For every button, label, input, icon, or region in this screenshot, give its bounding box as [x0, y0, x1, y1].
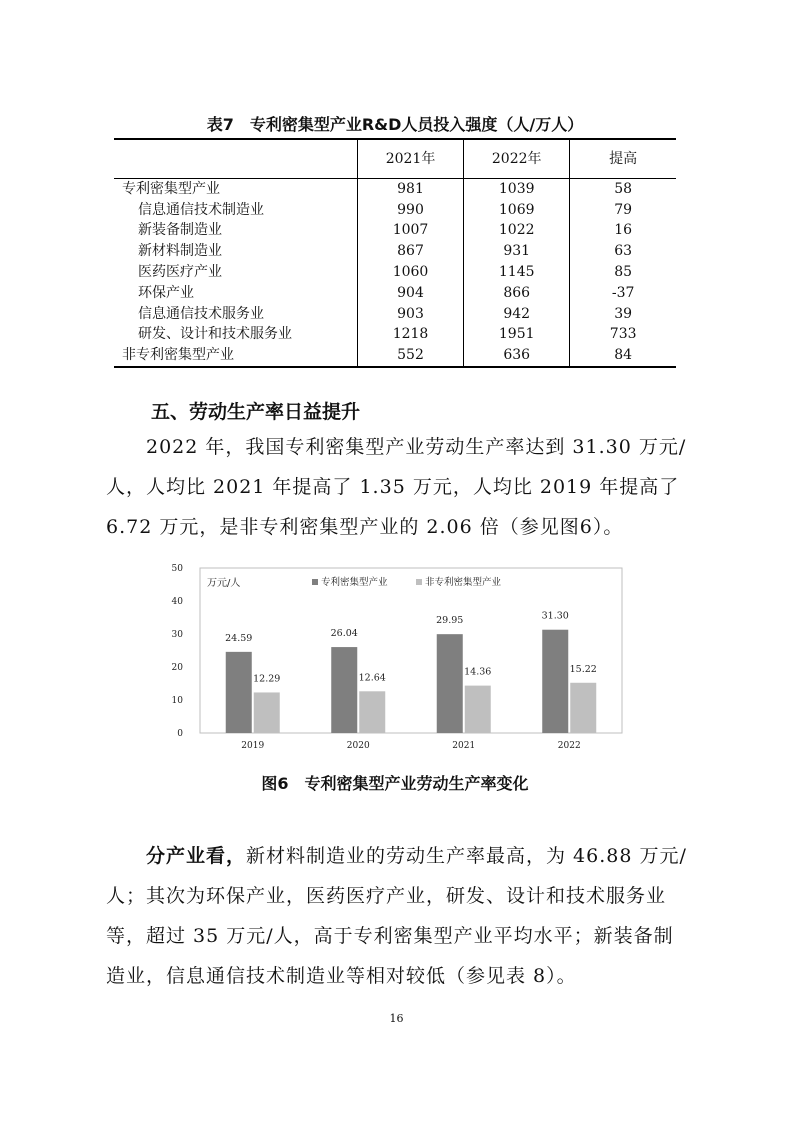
row-value-increase: 63 — [570, 241, 676, 262]
paragraph-by-industry — [106, 836, 688, 996]
legend-swatch — [312, 579, 318, 585]
row-value-increase: 58 — [570, 179, 676, 200]
row-value-increase: 85 — [570, 262, 676, 283]
x-tick-label: 2022 — [557, 741, 581, 751]
y-tick-label: 50 — [171, 564, 183, 574]
y-tick-label: 0 — [177, 729, 183, 739]
row-value-2022: 1145 — [464, 262, 570, 283]
x-tick-label: 2021 — [452, 741, 476, 751]
y-tick-label: 20 — [171, 663, 183, 673]
table-header-2022: 2022年 — [464, 139, 570, 179]
table-row — [114, 221, 676, 242]
row-value-increase: -37 — [570, 283, 676, 304]
row-value-2021: 981 — [357, 179, 463, 200]
table-row — [114, 262, 676, 283]
section-heading: 五、劳动生产率日益提升 — [151, 401, 361, 423]
row-label: 新材料制造业 — [138, 243, 222, 260]
row-value-2021: 904 — [357, 283, 463, 304]
row-value-2022: 636 — [464, 345, 570, 367]
row-label: 新装备制造业 — [138, 222, 222, 239]
bar-value-label: 15.22 — [569, 663, 597, 675]
row-label: 研发、设计和技术服务业 — [138, 326, 292, 343]
unit-label: 万元/人 — [207, 578, 241, 589]
bar — [359, 691, 385, 733]
paragraph-body: 新材料制造业的劳动生产率最高，为 46.88 万元/人；其次为环保产业，医药医疗产业，研发、设计和技术服务业等，超过 35 万元/人，高于专利密集型产业平均水平；新装备制造业，信息通信技术制造业等相对较低（参见表 8）。 — [106, 845, 687, 987]
bar-value-label: 29.95 — [436, 615, 464, 627]
row-value-2021: 867 — [357, 241, 463, 262]
row-value-2021: 1007 — [357, 221, 463, 242]
y-tick-label: 10 — [171, 696, 183, 706]
legend-label: 非专利密集型产业 — [425, 577, 502, 588]
paragraph-productivity: 2022 年，我国专利密集型产业劳动生产率达到 31.30 万元/人，人均比 2021 年提高了 1.35 万元，人均比 2019 年提高了 6.72 万元，是非专利密集型产业的 2.06 倍（参见图6）。 — [106, 436, 687, 538]
y-tick-label: 40 — [171, 597, 183, 607]
row-value-2022: 866 — [464, 283, 570, 304]
figure-caption: 图6 专利密集型产业劳动生产率变化 — [261, 774, 529, 793]
row-value-increase: 79 — [570, 200, 676, 221]
row-value-increase: 84 — [570, 345, 676, 367]
row-value-2021: 903 — [357, 304, 463, 325]
row-label: 医药医疗产业 — [138, 264, 222, 281]
row-label: 信息通信技术服务业 — [138, 305, 264, 322]
legend-label: 专利密集型产业 — [321, 577, 388, 588]
row-value-2022: 1022 — [464, 221, 570, 242]
bar — [437, 634, 463, 733]
bar-value-label: 26.04 — [330, 628, 358, 640]
row-value-2021: 990 — [357, 200, 463, 221]
table-title: 表7 专利密集型产业R&D人员投入强度（人/万人） — [206, 115, 584, 134]
row-label: 环保产业 — [138, 284, 194, 301]
row-value-2022: 1039 — [464, 179, 570, 200]
bar-value-label: 12.29 — [253, 673, 281, 685]
bar — [331, 647, 357, 733]
row-label: 非专利密集型产业 — [114, 345, 357, 367]
bar-value-label: 31.30 — [541, 610, 569, 622]
table-header-row — [114, 139, 676, 179]
row-value-increase: 16 — [570, 221, 676, 242]
row-label: 信息通信技术制造业 — [138, 201, 264, 218]
page-number: 16 — [389, 1012, 404, 1025]
table-header-2021: 2021年 — [357, 139, 463, 179]
bar-value-label: 24.59 — [225, 632, 253, 644]
legend-swatch — [416, 579, 422, 585]
table-header-label — [114, 139, 357, 179]
bar — [542, 630, 568, 733]
row-value-2022: 1069 — [464, 200, 570, 221]
table-row — [114, 325, 676, 346]
bar — [254, 692, 280, 733]
row-value-2022: 942 — [464, 304, 570, 325]
row-value-2022: 931 — [464, 241, 570, 262]
x-tick-label: 2019 — [241, 741, 265, 751]
table-row — [114, 241, 676, 262]
table-row — [114, 283, 676, 304]
row-value-2021: 552 — [357, 345, 463, 367]
row-value-2022: 1951 — [464, 325, 570, 346]
row-value-2021: 1060 — [357, 262, 463, 283]
row-value-2021: 1218 — [357, 325, 463, 346]
table-row — [114, 200, 676, 221]
row-value-increase: 39 — [570, 304, 676, 325]
rd-intensity-table — [114, 138, 676, 368]
bar-value-label: 14.36 — [464, 666, 492, 678]
paragraph-lead: 分产业看， — [146, 845, 247, 867]
table-row — [114, 304, 676, 325]
row-value-increase: 733 — [570, 325, 676, 346]
table-row — [114, 345, 676, 367]
table-row — [114, 179, 676, 200]
table-header-increase: 提高 — [570, 139, 676, 179]
bar-value-label: 12.64 — [358, 672, 386, 684]
bar — [570, 683, 596, 733]
bar — [465, 686, 491, 733]
y-tick-label: 30 — [171, 630, 183, 640]
row-label: 专利密集型产业 — [122, 180, 220, 197]
productivity-bar-chart — [160, 560, 630, 755]
bar — [226, 652, 252, 733]
x-tick-label: 2020 — [346, 741, 370, 751]
